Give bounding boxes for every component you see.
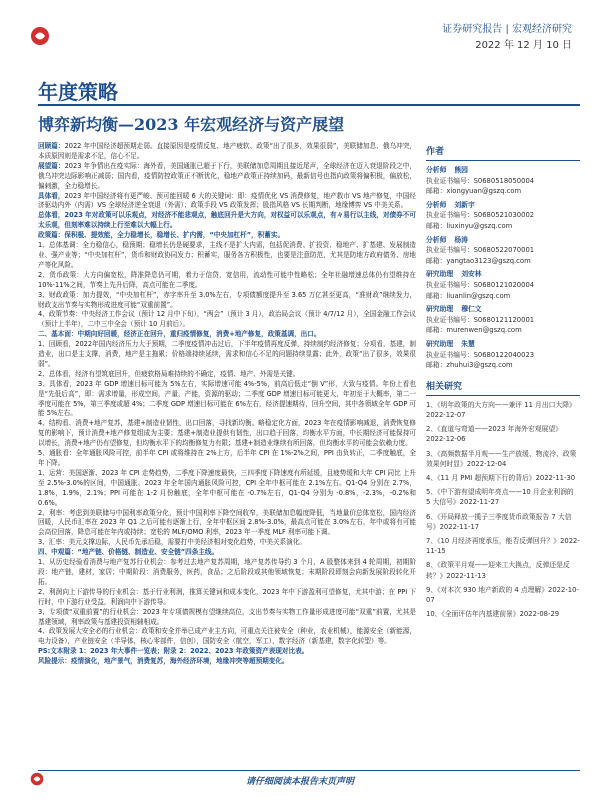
body-paragraph: 3、具体看，2023 年 GDP 增速目标可能为 5%左右，实际增速可能 4%-5%，前高后低走“倒 V”形，大致与疫情。年份上看也是“先低后高”，即：需求增量，形成空间，产量，产能，资源的驱动；二季度 GDP 增速目标可能更大，年初至于大概率，第二一季度可能在 5%，第三季度或超 4%；二季度 GDP 增速目标可能在 6%左右，经济提速期待，回升空间，其中各领域全年 GDP 可能 5%左右。 bbox=[38, 379, 416, 418]
body-paragraph: 2、利润向上下游传导的行业机会：基于行业利润，推算关键词和成本变化，2023 年中下游盈利可望修复，尤其中游；在 PPI 下行时，中下游行业受益，利润向中下游传导。 bbox=[38, 587, 416, 606]
lead-paragraph bbox=[38, 192, 416, 212]
related-report-link[interactable]: 4、《11 月 PMI 超预期下行的背后》2022-11-30 bbox=[426, 473, 576, 482]
related-report-link[interactable]: 3、《高频数据半月观——生产放缓、物流冷、政策效果何时显》2022-12-04 bbox=[426, 449, 577, 468]
analyst-email[interactable]: 邮箱：liuanlin@gszq.com bbox=[426, 291, 511, 300]
body-paragraph: 4、政策节奏：中央经济工作会议（预计 12 月中下旬），“两会”（预计 3 月），政治局会议（预计 4/7/12 月），全国金融工作会议（预计上半年），二中三中全会（预计 10 月前后）。 bbox=[38, 310, 416, 329]
related-report-link[interactable]: 9、《对本次 930 地产新政的 4 点理解》2022-10-07 bbox=[426, 585, 579, 604]
footer-rule bbox=[38, 770, 580, 771]
analyst-cert: 执业证书编号：S0680521030002 bbox=[426, 211, 535, 220]
lead-label: 具体看， bbox=[38, 191, 65, 200]
related-report-link[interactable]: 8、《政策平月观——迎来工大换点，反弹还是反转？》2022-11-13 bbox=[426, 561, 570, 580]
body-paragraph: 2、利率：考虑到美联储与中国利率政策分化，预计中国利率下降空间收窄，美联储加息幅度降低，当地量价总体宽松，国内经济回暖，人民币汇率在 2023 年 Q1 之后可能有逐渐上行，全年中枢区间 2.8%-3.0%，最高点可能在 3.0%左右，年中或将有可能会高位回落，降息可能在年内或持续；宽松的 MLF/OMO 利率，2023 年一季度 MLF 利率可能下调。 bbox=[38, 508, 416, 537]
related-report-link[interactable]: 2、《直道与弯道——2023 年海外宏观展望》2022-12-06 bbox=[426, 425, 562, 444]
analyst-name-text: 刘安林 bbox=[461, 270, 482, 279]
body-paragraph: 1、回顾看，2022年国内经济压力大于预期，二季度疫情冲击过后，下半年疫情再度反弹，持续制约经济修复；分项看，基建，制造业，出口是主支撑，消费，地产是主拖累；价格端持续延续，需求和信心不足的问题持续显露；此外，政策“出了很多，效果很弱”。 bbox=[38, 340, 416, 368]
analyst-card bbox=[426, 200, 580, 232]
lead-label: 政策篇：保积极、提效能，全力稳增长，稳增长、扩内需，“中央加杠杆”，积蓄实。 bbox=[38, 231, 285, 240]
lead-paragraph bbox=[38, 142, 416, 162]
body-paragraph: 4、政策发展大安全必的行业机会：政策和安全并举已成产业主方向，可重点关注被安全（种业，农业机械），能源安全（新能源，电力设备），产业链安全（半导体，核心零部件，信创），国防安全（航空，军工），数字经济（新基建，数字化转型）等。 bbox=[38, 627, 416, 646]
analyst-name-text: 熊园 bbox=[454, 166, 468, 174]
analyst-email[interactable]: 邮箱：yangtao3123@gszq.com bbox=[426, 256, 531, 265]
body-paragraph: 4、结构看、消费+地产复苏，基建+制造业韧性，出口回落，寻找新均衡。略稳定化方面，2023 年在疫情影响减退，消费恢复修复的影响下，预计消费+地产修复组成为主要；基建+制造业提供有韧性，出口趋于回落，均衡水平方面，中长期经济可能保持可以增长，消费+地产仍有望修复，但均衡水平下的均衡修复力有限；基建+制造业继续有所回落，但均衡水平的可能会依赖力度。 bbox=[38, 419, 416, 448]
analyst-name-text: 杨涛 bbox=[454, 235, 468, 244]
lead-paragraph bbox=[38, 162, 416, 192]
body-paragraph: 3、财政政策：加力提效，“中央加杠杆”，赤字率升至 3.0%左右，专项债额度提升至 3.65 万亿甚至更高，“准财政”继续发力，财政支出节奏与实物形成进度可能“双重前置”。 bbox=[38, 290, 416, 309]
analyst-role: 分析师 bbox=[426, 166, 447, 174]
main-content bbox=[38, 142, 416, 762]
body-paragraph: 1、总体基调：全力稳信心，稳预期；稳增长仍是硬要求，主线不是扩大内需，包括促消费、扩投资、稳地产、扩基建、发展制造业、强产业等；“中央加杠杆”，货币和财政协同发力；积蓄实，服务各方积极性，也要是注意防范，尤其是防地方政府债务、房地产等化风险。 bbox=[38, 241, 416, 269]
body-paragraph: 二、基本面：中期向好回暖，经济正在回升，重归疫情修复，消费+地产修复，政策基调，出口。 bbox=[38, 330, 321, 339]
analyst-list bbox=[426, 165, 580, 371]
sidebar bbox=[426, 142, 580, 762]
body-paragraph: 风险提示：疫情演化，地产景气，消费复苏，海外经济环境，地缘冲突等超预期变化。 bbox=[38, 657, 289, 666]
related-report-link[interactable]: 5、《中下游有望成明年亮点——10 月企业利润的 5 大信号》2022-11-27 bbox=[426, 488, 574, 507]
related-heading: 相关研究 bbox=[426, 377, 580, 396]
body-paragraph: 1、运营：美国逐渐、2023 年 CPI 走势趋势，二季度下降速度最快，三四季度下降速度有所延缓，且疲势缓和大年 CPI 同比 上升至 2.5%-3.0%的区间，中国通胀、2023 年全年国内通胀风险可控，CPI 全年中枢可能在 2.1%左右。Q1-Q4 分别在 2.7%，1.8%，1.9%，2.1%；PPI 可能在 1-2 月份触底，全年中枢可能在 -0.7%左右，Q1-Q4 分别为 -0.8%，-2.3%，-0.2%和 0.6%。 bbox=[38, 468, 416, 507]
body-paragraph: PS:文本附录 1：2023 年大事件一览表；附录 2：2022、2023 年政策资产表现对比表。 bbox=[38, 647, 309, 656]
lead-text: 2023 年争情出在疫实际：海外看，美国通胀已超于下行，美联储加息周期且接近尾声，全球经济在迈入衰退阶段之中，俄乌冲突边际影响正减弱；国内看，疫情防控政策正不断优化，稳地产政策正持续加码，最新信号也指向政策将偏积极，偏放松，偏刺激，全力稳增长。 bbox=[38, 161, 416, 190]
analyst-cert: 执业证书编号：S0680121020004 bbox=[426, 280, 535, 289]
analyst-name-text: 朱慧 bbox=[461, 339, 475, 348]
body-paragraph: 四、中观篇：“地产链、价格链、制造业、安全链”四条主线。 bbox=[38, 548, 219, 557]
body-paragraph: 2、货币政策：大方向偏宽松，降准降息仍可期，着力于信贷，宽信用，流动性可能中性略松；全年社融增速总体仍有望维持在 10%-11%之间，节奏上先升后降，高点可能在二季度。 bbox=[38, 270, 416, 289]
analyst-role: 分析师 bbox=[426, 235, 447, 244]
analyst-email[interactable]: 邮箱：liuxinyu@gszq.com bbox=[426, 221, 513, 230]
footer-disclaimer: 请仔细阅读本报告末页声明 bbox=[245, 777, 354, 787]
analyst-card bbox=[426, 339, 580, 371]
analyst-name-text: 刘新宇 bbox=[454, 200, 475, 209]
body-paragraph: 2、总体看，经济有望筑底回升，但疲软格局难持续的不确定，疫情、地产、外需是关键。 bbox=[38, 369, 300, 378]
company-logo-icon bbox=[30, 26, 50, 46]
analyst-email[interactable]: 邮箱：xiongyuan@gszq.com bbox=[426, 187, 522, 196]
analyst-name bbox=[426, 165, 580, 176]
analyst-email[interactable]: 邮箱：zhuhui3@gszq.com bbox=[426, 361, 513, 370]
lead-paragraph bbox=[38, 211, 416, 231]
header-meta bbox=[442, 22, 572, 54]
analyst-card bbox=[426, 235, 580, 267]
related-report-link[interactable]: 7、《10 月经济再度承压，能否反弹回升？》2022-11-15 bbox=[426, 536, 580, 556]
analyst-cert: 执业证书编号：S0680121120001 bbox=[426, 315, 535, 324]
report-type: 证券研究报告 | 宏观经济研究 bbox=[442, 24, 572, 35]
lead-paragraph bbox=[38, 231, 416, 241]
body-paragraph: 3、专项债“双重前置”的行业机会：2023 年专项债规模有望继续高位，支出节奏与实物工作量形成进度可能“双重”前置，尤其是基建领域，利率政策与基建投资相辅相成。 bbox=[38, 607, 416, 626]
lead-label: 展望篇： bbox=[38, 161, 65, 170]
analyst-card bbox=[426, 269, 580, 301]
lead-text: 2023 年对政策可以乐观点，对经济不能悲观点，触底回升是大方向，对权益可以乐观点，有々易行以主线，对债券不可太乐观，但刻率难以持续上行至难以大幅上行。 bbox=[38, 211, 416, 230]
analyst-card bbox=[426, 304, 580, 336]
body-paragraph: 3、汇率：美元支撑边际，人民币先承后稳，需要打中美经济相对变化趋势，中美关系演化。 bbox=[38, 538, 306, 547]
analyst-role: 分析师 bbox=[426, 200, 447, 209]
page-title: 年度策略 bbox=[38, 80, 118, 104]
related-report-link[interactable]: 6、《开局释放一揽子三季度货币政策报告 7 大信号》2022-11-17 bbox=[426, 512, 572, 531]
analyst-card bbox=[426, 165, 580, 197]
analyst-cert: 执业证书编号：S0680518050004 bbox=[426, 176, 535, 185]
related-list bbox=[426, 400, 580, 620]
related-report-link[interactable]: 1、《明年政策的大方向——兼评 11 月出口大降》2022-12-07 bbox=[426, 400, 576, 419]
analyst-name bbox=[426, 269, 580, 280]
title-rule bbox=[38, 104, 580, 106]
lead-label: 总体看， bbox=[38, 211, 65, 220]
lead-text: 2023 年中国经济将有更严峻、预可能回暖 6 大的关键词：即：疫情优化 VS 消费修复，地产救市 VS 地产修复，中国经济驱动内外（内需）VS 全球经济逆全衰退（外需）；政策手段 VS 政策发挥；股指风格 VS 长期判断，地缘博弈 VS 中美关系。 bbox=[38, 191, 416, 210]
analyst-cert: 执业证书编号：S0680122040023 bbox=[426, 350, 535, 359]
analyst-name-text: 穆仁文 bbox=[461, 305, 482, 314]
analyst-name bbox=[426, 304, 580, 315]
lead-text: 2022 年中国经济超预期走弱。直接原因是疫情反复、地产疲软、政策“出了很多，效果很弱”，美联储加息、俄乌冲突，本质原因则是需求不足，信心不足。 bbox=[38, 142, 416, 160]
body-paragraph: 1、从历史经验看消费与地产复苏行业机会：参考过去地产复苏周期，地产复苏传导约 3 个月，A 股整体来到 4 轮周期，初期阶段：地产链，建材，家居；中期阶段：消费服务，医药，食品；之后阶段或其他领域恢复；末期阶段即刻会向新发展阶段转化开拓。 bbox=[38, 558, 416, 586]
body-paragraph: 5、通胀看：全年通胀风险可控，前半年 CPI 或将维持在 2%上方，后半年 CPI 在 1%-2%之间，PPI 由负转正，二季度触底，全年下降。 bbox=[38, 449, 416, 467]
authors-heading: 作者 bbox=[426, 142, 580, 161]
analyst-email[interactable]: 邮箱：murenwen@gszq.com bbox=[426, 326, 522, 335]
analyst-role: 研究助理 bbox=[426, 339, 454, 348]
report-subtitle: 博弈新均衡—2023 年宏观经济与资产展望 bbox=[38, 115, 345, 134]
report-date: 2022 年 12 月 10 日 bbox=[475, 40, 572, 51]
analyst-name bbox=[426, 235, 580, 246]
analyst-role: 研究助理 bbox=[426, 305, 454, 314]
analyst-name bbox=[426, 200, 580, 211]
lead-label: 回顾篇： bbox=[38, 142, 65, 150]
analyst-name bbox=[426, 339, 580, 350]
analyst-cert: 执业证书编号：S0680522070001 bbox=[426, 246, 535, 255]
related-report-link[interactable]: 10、《全面评估年内基建前景》2022-08-29 bbox=[426, 610, 560, 619]
analyst-role: 研究助理 bbox=[426, 270, 454, 279]
